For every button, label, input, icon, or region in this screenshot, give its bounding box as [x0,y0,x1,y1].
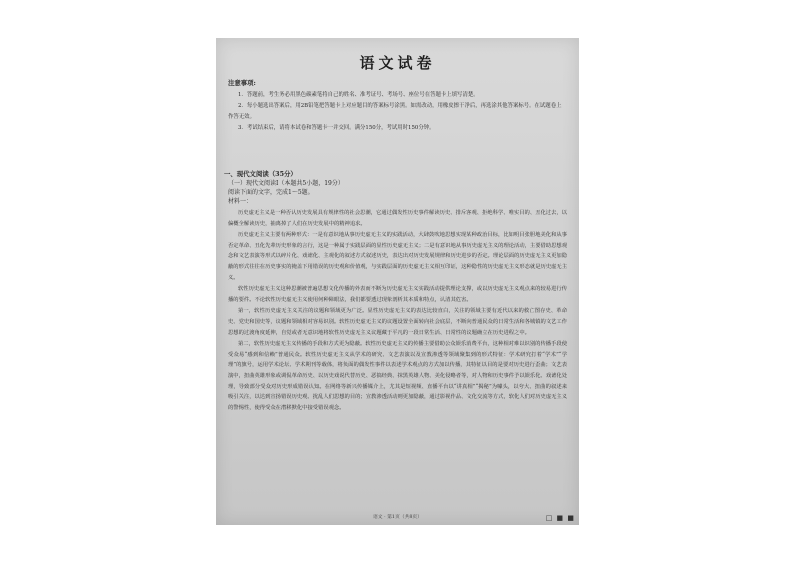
notes-list [228,90,565,134]
reading-instruction: 阅读下面的文字，完成1～5题。 [228,189,314,196]
passage-paragraph: 第二，软性历史虚无主义传播的手段和方式更为隐蔽。软性历史虚无主义的传播主要借助公众娱乐消费平台，这种相对难以识别的传播手段使受众易“感到和信赖”普通民众。软性历史虚无主义从学术的研究、文艺表演以及宣教渗透等领域聚集到的形式特征：学术研究打着“学术”“学理”的旗号，运用学术论坛、学术期刊等载体，将负面的偶发性事件以表述学术观点的方式加以传播，其特征以目的是要对历史进行歪曲；文艺表演中，扭曲英雄形象或调侃革命历史、以历史戏说代替历史、恶搞经典、抹黑英雄人物、美化侵略者等，对人物和历史事件予以娱乐化、戏谑化处理，导致部分受众对历史形成错误认知。在网络等新兴传播媒介上，尤其是短视频、直播平台以“讲真相”“揭秘”为噱头，以夸大、扭曲的叙述来吸引关注，以达到宣扬错误历史观、扰乱人们思想的目的；宣教渗透活动则更加隐蔽，通过影视作品、文化交流等方式，软化人们对历史虚无主义的警惕性，使得受众在潜移默化中接受错误观念。 [228,341,568,411]
note-item: 1．答题前，考生务必用黑色碳素笔将自己的姓名、准考证号、考场号、座位号在答题卡上填写清楚。 [238,92,479,98]
notes-heading: 注意事项: [228,79,256,87]
page-footer: 语文 · 第1页（共8页） [372,515,423,520]
passage-paragraph: 软性历史虚无主义这种思潮被普遍思想文化传播的外表而不断为历史虚无主义实践活动提供理论支撑，或以历史虚无主义观点来的较易进行传播的要件。不论软性历史虚无主义使用何种障眼法，我们都要透过现象剖析其本质和特点，认清其危害。 [228,286,567,303]
passage-paragraph: 第一，软性历史虚无主义关注的议题和领域更为广泛。显性历史虚无主义的表达比较直白，关注的领域主要有近代以来的救亡图存史、革命史、党史和国史等，议题和领域相对容易识别。软性历史虚无主义的议题设置全面转向社会底层，不断向普通民众的日常生活和各城镇的文艺工作思想的过渡角度延伸，自觉或者无意识地将软性历史虚无主义议题藏于平凡的一段日常生活、日常性的议题确立在历史进程之中。 [228,308,568,336]
subsection-heading: （一）现代文阅读Ⅰ（本题共5小题，19分） [228,180,344,187]
note-item: 2．每小题选出答案后，用2B铅笔把答题卡上对应题目的答案标号涂黑。如需改动，用橡皮擦干净后，再选涂其他答案标号。在试题卷上作答无效。 [228,103,562,120]
footer-mark: □ ■ ■ [545,514,575,522]
exam-sheet [216,38,579,525]
reading-passage [228,208,567,414]
note-item: 3．考试结束后，请将本试卷和答题卡一并交回。满分150分，考试用时150分钟。 [238,125,435,131]
material-label: 材料一： [228,198,253,205]
passage-paragraph: 历史虚无主义是一种否认历史发展具有规律性的社会思潮，它通过偶发性历史事件解读历史、排斥客观、拒绝科学、唯实目的、丑化过去，以偏概全解读历史，抽离掉了人们在历史发展中的精神追求。 [228,210,567,227]
passage-paragraph: 历史虚无主义主要有两种形式：一是有意识地从事历史虚无主义的实践活动，大肆鼓吹地思想实现某种政治目标，比如明目张胆地美化和从事否定革命、丑化先辈历史形象的言行，这是一种属于实践层面的显性历史虚无主义；二是有意识地从事历史虚无主义的理论活动，主要借助思想观念和文艺表演等形式以碎片化、戏谑化、主观化的叙述方式叙述历史，表达出对历史发展规律和历史进步的否定。理论层面的历史虚无主义更加隐蔽的形式往往在历史事实的掩盖下用错误的历史观和价值观，与实践层面的历史虚无主义相互印证，这种隐性的历史虚无主义形态就是历史虚无主义。 [228,232,568,281]
section-heading: 一、现代文阅读（35分） [224,170,297,178]
exam-title: 语文试卷 [359,54,436,72]
